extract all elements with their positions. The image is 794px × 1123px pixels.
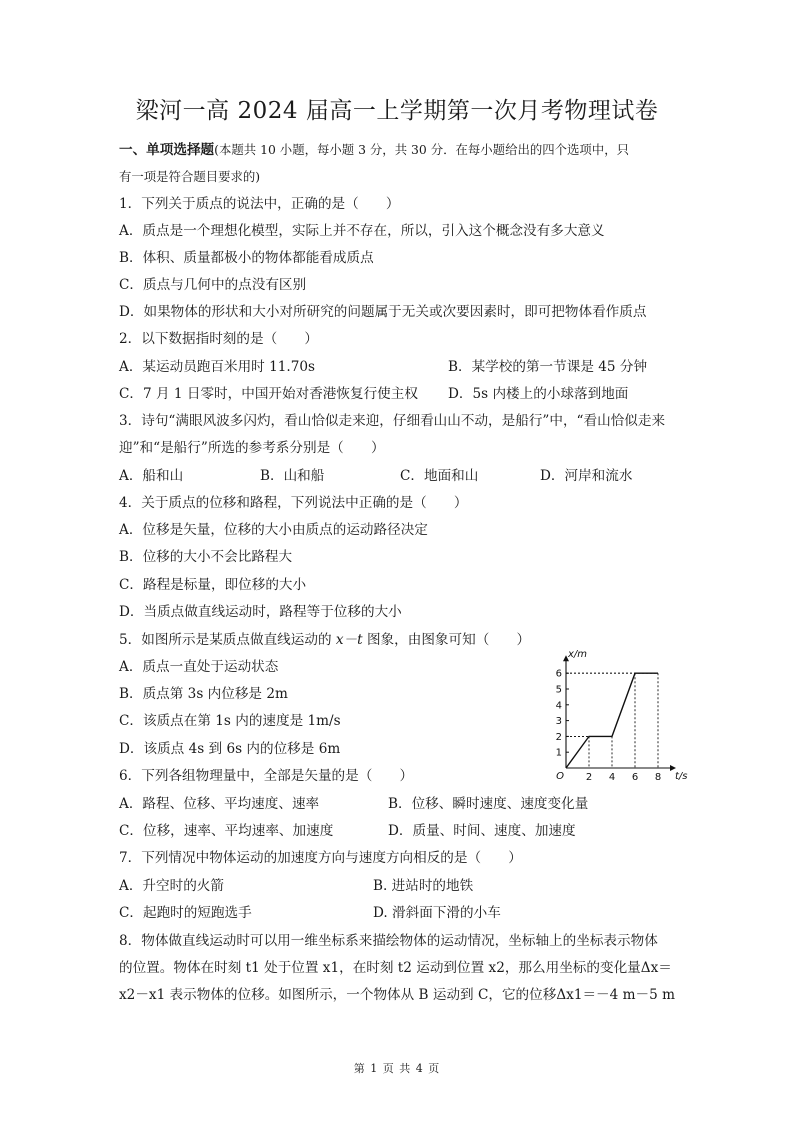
x-tick-label: 4 xyxy=(608,772,616,783)
q1-option-a: A．质点是一个理想化模型，实际上并不存在，所以，引入这个概念没有多大意义 xyxy=(119,223,605,239)
q5-option-a: A．质点一直处于运动状态 xyxy=(119,659,279,675)
q7-option-a: A．升空时的火箭 xyxy=(119,878,224,894)
q6-option-b: B．位移、瞬时速度、速度变化量 xyxy=(388,796,589,812)
q6-option-a: A．路程、位移、平均速度、速率 xyxy=(119,796,320,812)
q3-option-a: A．船和山 xyxy=(119,468,184,484)
q3-stem-line2: 迎”和“是船行”所选的参考系分别是（ ） xyxy=(119,440,385,456)
q3-option-c: C．地面和山 xyxy=(400,468,479,484)
q1-option-c: C．质点与几何中的点没有区别 xyxy=(119,277,307,293)
section-1-intro-line1 xyxy=(119,141,629,159)
y-tick-label: 5 xyxy=(555,684,562,696)
section-1-heading: 一、单项选择题 xyxy=(119,142,215,158)
page-footer: 第 1 页 共 4 页 xyxy=(353,1062,441,1075)
x-tick-label: 8 xyxy=(654,772,662,783)
graph-labels xyxy=(556,649,688,783)
q2-stem: 2．以下数据指时刻的是（ ） xyxy=(119,331,318,347)
q6-option-d: D．质量、时间、速度、加速度 xyxy=(388,823,576,839)
page-title: 梁河一高 2024 届高一上学期第一次月考物理试卷 xyxy=(135,98,659,124)
q2-option-b: B．某学校的第一节课是 45 分钟 xyxy=(448,359,648,375)
q7-option-d: D. 滑斜面下滑的小车 xyxy=(373,905,501,921)
q7-option-b: B. 进站时的地铁 xyxy=(373,878,474,894)
x-tick-label: 6 xyxy=(631,772,639,783)
y-tick-label: 3 xyxy=(555,716,562,728)
q6-stem: 6．下列各组物理量中，全部是矢量的是（ ） xyxy=(119,768,414,784)
q3-option-b: B．山和船 xyxy=(260,468,325,484)
q1-option-b: B．体积、质量都极小的物体都能看成质点 xyxy=(119,250,374,266)
q5-stem-pre: 5．如图所示是某质点做直线运动的 xyxy=(119,632,332,648)
q4-option-a: A．位移是矢量，位移的大小由质点的运动路径决定 xyxy=(119,522,428,538)
section-1-description: (本题共 10 小题，每小题 3 分，共 30 分．在每小题给出的四个选项中，只 xyxy=(214,142,629,157)
q4-stem: 4．关于质点的位移和路程，下列说法中正确的是（ ） xyxy=(119,495,468,511)
q4-option-d: D．当质点做直线运动时，路程等于位移的大小 xyxy=(119,604,402,620)
q7-option-c: C．起跑时的短跑选手 xyxy=(119,905,252,921)
q1-option-d: D．如果物体的形状和大小对所研究的问题属于无关或次要因素时，即可把物体看作质点 xyxy=(119,304,647,320)
q5-option-d: D．该质点 4s 到 6s 内的位移是 6m xyxy=(119,741,341,757)
q5-stem xyxy=(119,631,530,649)
x-axis-label: t/s xyxy=(675,771,688,782)
origin-label: O xyxy=(556,771,564,782)
section-1-description-cont: 有一项是符合题目要求的) xyxy=(119,169,261,184)
graph-axes xyxy=(563,655,676,771)
q8-line1: 8．物体做直线运动时可以用一维坐标系来描绘物体的运动情况，坐标轴上的坐标表示物体 xyxy=(119,933,658,949)
y-axis-label: x/m xyxy=(568,649,588,661)
q2-option-d: D．5s 内楼上的小球落到地面 xyxy=(448,386,629,402)
q8-line3: x2－x1 表示物体的位移。如图所示，一个物体从 B 运动到 C，它的位移Δx1＝－4 m－5 m xyxy=(119,987,675,1003)
q1-stem: 1．下列关于质点的说法中，正确的是（ ） xyxy=(119,196,400,212)
q4-option-c: C．路程是标量，即位移的大小 xyxy=(119,577,307,593)
graph-guides xyxy=(566,673,658,768)
q5-option-c: C．该质点在第 1s 内的速度是 1m/s xyxy=(119,713,341,729)
q3-stem-line1: 3．诗句“满眼风波多闪灼，看山恰似走来迎，仔细看山山不动，是船行”中，“看山恰似走来 xyxy=(119,413,666,429)
x-tick-label: 2 xyxy=(585,772,593,783)
q2-option-a: A．某运动员跑百米用时 11.70s xyxy=(119,359,315,375)
q5-option-b: B．质点第 3s 内位移是 2m xyxy=(119,686,288,702)
q2-option-c: C．7 月 1 日零时，中国开始对香港恢复行使主权 xyxy=(119,386,418,402)
q3-option-d: D．河岸和流水 xyxy=(540,468,633,484)
xt-graph xyxy=(548,640,688,785)
y-tick-label: 1 xyxy=(555,747,562,759)
y-tick-label: 2 xyxy=(555,731,562,743)
q5-stem-post: 图象，由图象可知（ ） xyxy=(366,632,531,648)
y-tick-label: 6 xyxy=(555,668,562,680)
q7-stem: 7．下列情况中物体运动的加速度方向与速度方向相反的是（ ） xyxy=(119,850,522,866)
q6-option-c: C．位移，速率、平均速率、加速度 xyxy=(119,823,334,839)
q4-option-b: B．位移的大小不会比路程大 xyxy=(119,549,293,565)
q5-stem-xt: x－t xyxy=(335,632,363,648)
q8-line2: 的位置。物体在时刻 t1 处于位置 x1，在时刻 t2 运动到位置 x2，那么用坐标的变化量Δx＝ xyxy=(119,960,672,976)
y-tick-label: 4 xyxy=(555,700,562,712)
